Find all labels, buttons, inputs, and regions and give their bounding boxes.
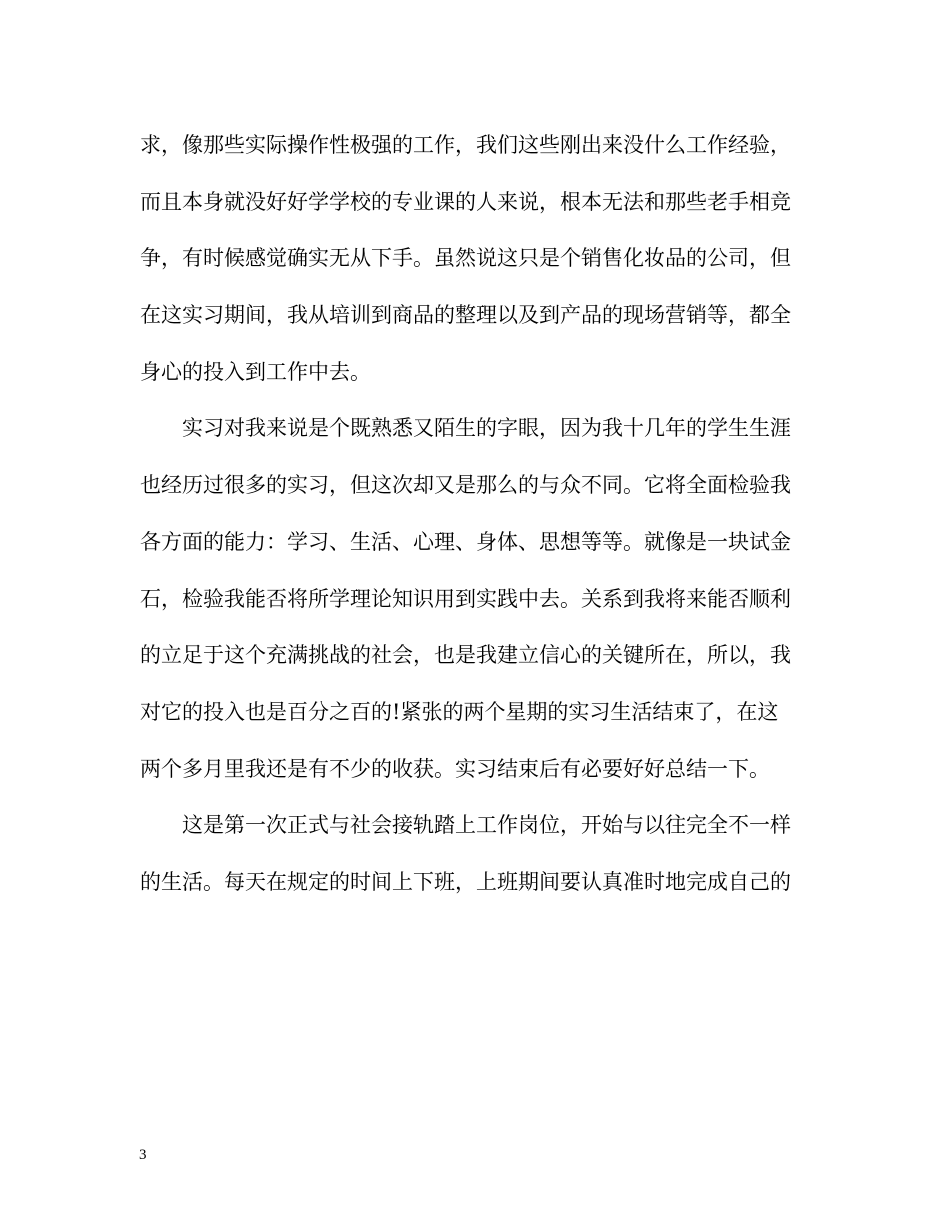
text-line: 的立足于这个充满挑战的社会，也是我建立信心的关键所在，所以，我: [140, 643, 791, 668]
text-line: 对它的投入也是百分之百的!紧张的两个星期的实习生活结束了，在这: [140, 699, 779, 724]
text-line: 争，有时候感觉确实无从下手。虽然说这只是个销售化妆品的公司，但: [140, 246, 791, 271]
paragraph-start-line: 实习对我来说是个既熟悉又陌生的字眼，因为我十几年的学生生涯: [182, 416, 791, 441]
text-line: 而且本身就没好好学学校的专业课的人来说，根本无法和那些老手相竞: [140, 189, 791, 214]
text-line: 各方面的能力：学习、生活、心理、身体、思想等等。就像是一块试金: [140, 529, 791, 554]
text-line: 的生活。每天在规定的时间上下班，上班期间要认真准时地完成自己的: [140, 869, 791, 894]
paragraph-start-line: 这是第一次正式与社会接轨踏上工作岗位，开始与以往完全不一样: [182, 813, 791, 838]
text-line: 两个多月里我还是有不少的收获。实习结束后有必要好好总结一下。: [140, 756, 770, 781]
text-line: 身心的投入到工作中去。: [140, 359, 371, 384]
text-line: 石，检验我能否将所学理论知识用到实践中去。关系到我将来能否顺利: [140, 586, 791, 611]
text-line: 也经历过很多的实习，但这次却又是那么的与众不同。它将全面检验我: [140, 473, 791, 498]
page-number: 3: [139, 1147, 147, 1163]
text-line: 求，像那些实际操作性极强的工作，我们这些刚出来没什么工作经验，: [140, 133, 791, 157]
body-text: [140, 123, 820, 917]
text-line: 在这实习期间，我从培训到商品的整理以及到产品的现场营销等，都全: [140, 303, 791, 328]
